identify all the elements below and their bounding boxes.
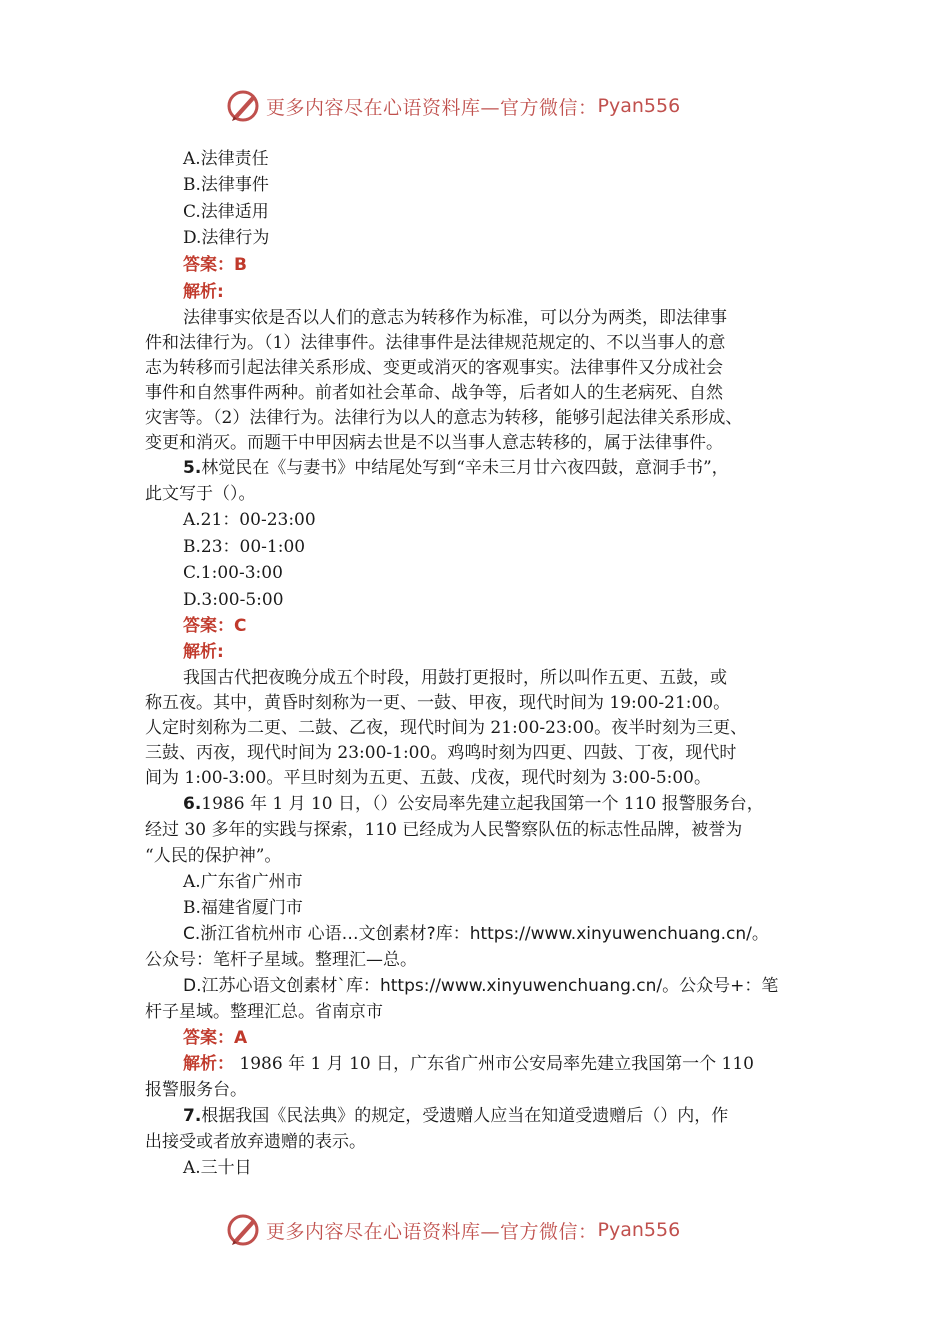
q4-analysis-line: 法律事实依是否以人们的意志为转移作为标准，可以分为两类，即法律事 — [183, 308, 727, 328]
header-banner — [226, 88, 680, 124]
q4-analysis-line: 变更和消灭。而题干中甲因病去世是不以当事人意志转移的，属于法律事件。 — [145, 433, 723, 453]
q6-stem — [183, 791, 764, 817]
q5-answer: 答案：C — [183, 616, 247, 636]
q6-option-d-line2: 杆子星域。整理汇总。省南京市 — [145, 1002, 383, 1022]
q7-stem-line1: 根据我国《民法典》的规定，受遗赠人应当在知道受遗赠后（）内，作 — [201, 1106, 729, 1126]
q5-number: 5. — [183, 458, 202, 478]
q6-option-c-line1: C.浙江省杭州市 心语…文创素材?库：https://www.xinyuwenchuang.cn/。 — [183, 924, 769, 944]
q6-option-a: A.广东省广州市 — [183, 872, 303, 892]
banner-text: 更多内容尽在心语资料库—官方微信： — [266, 1220, 598, 1243]
pen-logo-icon — [226, 88, 262, 124]
q5-analysis-line: 三鼓、丙夜，现代时间为 23:00-1:00。鸡鸣时刻为四更、四鼓、丁夜，现代时 — [145, 743, 737, 763]
q4-analysis-line: 件和法律行为。（1）法律事件。法律事件是法律规范规定的、不以当事人的意 — [145, 333, 726, 353]
q6-number: 6. — [183, 794, 202, 814]
q6-stem-line1: 1986 年 1 月 10 日，（）公安局率先建立起我国第一个 110 报警服务台， — [201, 794, 764, 814]
q4-option-b: B.法律事件 — [183, 175, 269, 195]
banner-text: 更多内容尽在心语资料库—官方微信： — [266, 96, 598, 119]
q7-stem — [183, 1103, 728, 1129]
q6-stem-line3: “人民的保护神”。 — [145, 846, 282, 866]
banner-wechat-id: Pyan556 — [597, 95, 681, 117]
q6-answer: 答案：A — [183, 1028, 248, 1048]
q7-number: 7. — [183, 1106, 202, 1126]
q7-stem-line2: 出接受或者放弃遗赠的表示。 — [145, 1132, 366, 1152]
q6-analysis-label: 解析： — [183, 1054, 234, 1074]
footer-banner — [226, 1212, 680, 1248]
q5-analysis-label: 解析: — [183, 642, 224, 662]
q4-analysis-label: 解析: — [183, 282, 224, 302]
q5-analysis-line: 称五夜。其中，黄昏时刻称为一更、一鼓、甲夜，现代时间为 19:00-21:00。 — [145, 693, 731, 713]
q5-stem — [183, 455, 729, 481]
q6-stem-line2: 经过 30 多年的实践与探索，110 已经成为人民警察队伍的标志性品牌，被誉为 — [145, 820, 743, 840]
q5-option-c: C.1:00-3:00 — [183, 563, 283, 583]
q4-analysis-line: 志为转移而引起法律关系形成、变更或消灭的客观事实。法律事件又分成社会 — [145, 358, 723, 378]
q4-answer: 答案：B — [183, 255, 247, 275]
q6-option-c-line2: 公众号：笔杆子星域。整理汇—总。 — [145, 950, 417, 970]
q5-option-a: A.21：00-23:00 — [183, 510, 316, 530]
pen-logo-icon — [226, 1212, 262, 1248]
q4-option-d: D.法律行为 — [183, 228, 270, 248]
q5-stem-line1: 林觉民在《与妻书》中结尾处写到“辛未三月廿六夜四鼓，意洞手书”， — [201, 458, 729, 478]
q6-analysis — [183, 1051, 754, 1077]
q6-analysis-line1: 1986 年 1 月 10 日，广东省广州市公安局率先建立我国第一个 110 — [234, 1054, 754, 1074]
q6-analysis-line2: 报警服务台。 — [145, 1080, 247, 1100]
q6-option-d-line1: D.江苏心语文创素材`库：https://www.xinyuwenchuang.cn/。公众号+：笔 — [183, 976, 779, 996]
q4-option-c: C.法律适用 — [183, 202, 269, 222]
q4-analysis-line: 灾害等。（2）法律行为。法律行为以人的意志为转移，能够引起法律关系形成、 — [145, 408, 743, 428]
q7-option-a: A.三十日 — [183, 1158, 252, 1178]
q4-option-a: A.法律责任 — [183, 149, 269, 169]
banner-wechat-id: Pyan556 — [597, 1219, 681, 1241]
q4-analysis-line: 事件和自然事件两种。前者如社会革命、战争等，后者如人的生老病死、自然 — [145, 383, 723, 403]
q6-option-b: B.福建省厦门市 — [183, 898, 303, 918]
q5-analysis-line: 间为 1:00-3:00。平旦时刻为五更、五鼓、戊夜，现代时刻为 3:00-5:00。 — [145, 768, 711, 788]
q5-option-d: D.3:00-5:00 — [183, 590, 284, 610]
q5-analysis-line: 我国古代把夜晚分成五个时段，用鼓打更报时，所以叫作五更、五鼓，或 — [183, 668, 727, 688]
q5-analysis-line: 人定时刻称为二更、二鼓、乙夜，现代时间为 21:00-23:00。夜半时刻为三更、 — [145, 718, 748, 738]
q5-option-b: B.23：00-1:00 — [183, 537, 306, 557]
q5-stem-line2: 此文写于（）。 — [145, 484, 256, 504]
